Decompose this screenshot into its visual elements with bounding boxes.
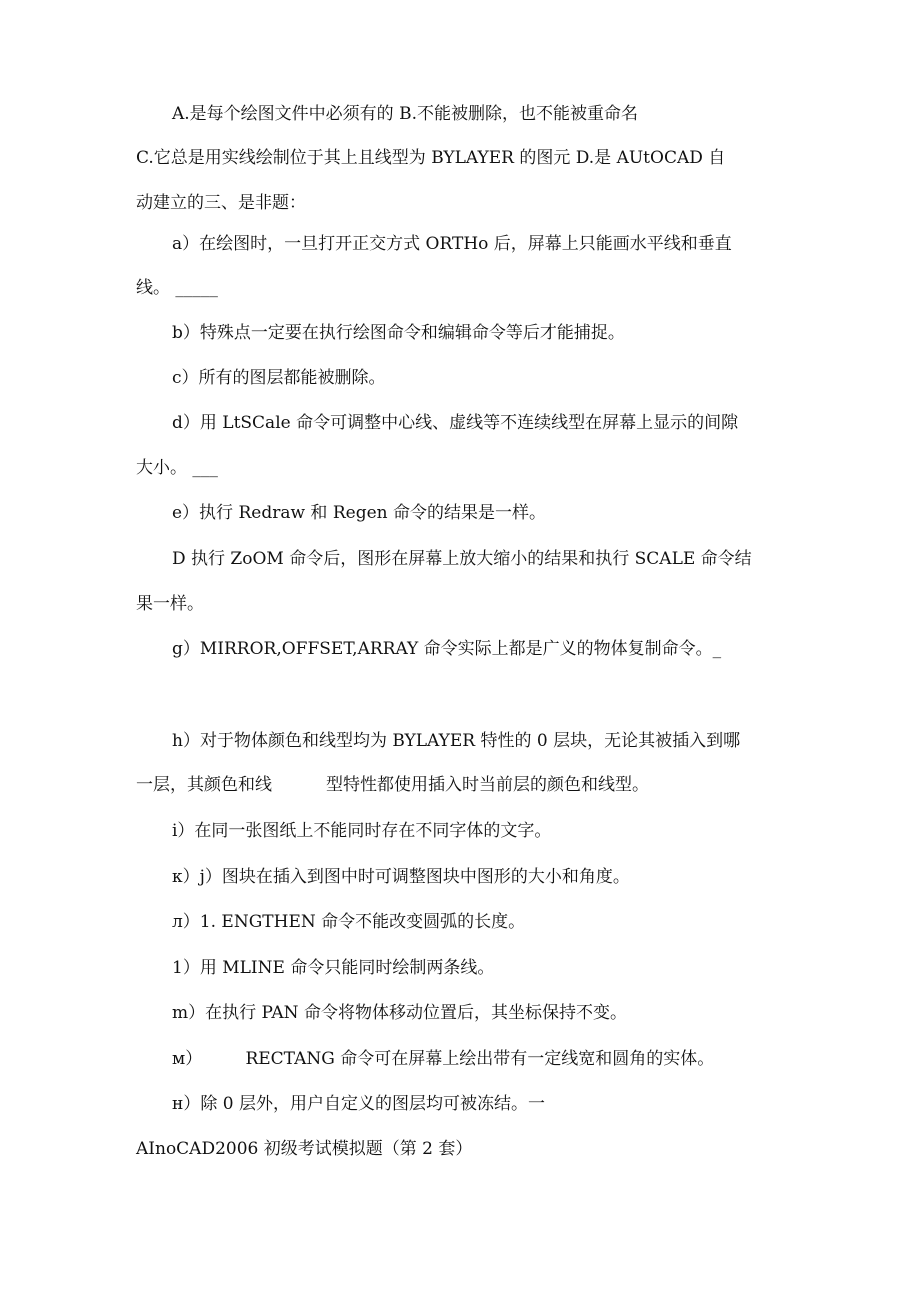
text-line-9: 大小。 ___ [136,458,218,478]
text-line-17: к）j）图块在插入到图中时可调整图块中图形的大小和角度。 [172,867,630,887]
section-title: AInoCAD2006 初级考试模拟题（第 2 套） [136,1139,473,1159]
text-line-1: A.是每个绘图文件中必须有的 B.不能被删除，也不能被重命名 [172,104,638,124]
text-line-22: н）除 0 层外，用户自定义的图层均可被冻结。一 [172,1094,545,1114]
text-line-16: i）在同一张图纸上不能同时存在不同字体的文字。 [172,821,552,841]
text-line-3: 动建立的三、是非题： [136,193,306,213]
text-line-19: 1）用 MLINE 命令只能同时绘制两条线。 [172,958,495,978]
text-line-20: m）在执行 PAN 命令将物体移动位置后，其坐标保持不变。 [172,1003,627,1023]
text-line-18: л）1. ENGTHEN 命令不能改变圆弧的长度。 [172,912,526,932]
text-line-12: 果一样。 [136,594,204,614]
text-line-21: м） RECTANG 命令可在屏幕上绘出带有一定线宽和圆角的实体。 [172,1049,715,1069]
text-line-4: a）在绘图时，一旦打开正交方式 ORTHo 后，屏幕上只能画水平线和垂直 [172,234,732,254]
text-line-7: c）所有的图层都能被删除。 [172,368,386,388]
text-line-11: D 执行 ZoOM 命令后，图形在屏幕上放大缩小的结果和执行 SCALE 命令结 [172,549,752,569]
text-line-14: h）对于物体颜色和线型均为 BYLAYER 特性的 0 层块，无论其被插入到哪 [172,731,741,751]
text-line-6: b）特殊点一定要在执行绘图命令和编辑命令等后才能捕捉。 [172,323,625,343]
text-line-2: C.它总是用实线绘制位于其上且线型为 BYLAYER 的图元 D.是 AUtOCAD 自 [136,148,726,168]
text-line-13: g）MIRROR,OFFSET,ARRAY 命令实际上都是广义的物体复制命令。_ [172,639,722,659]
text-line-5: 线。 _____ [136,278,218,298]
text-line-8: d）用 LtSCale 命令可调整中心线、虚线等不连续线型在屏幕上显示的间隙 [172,413,739,433]
text-line-15: 一层，其颜色和线 型特性都使用插入时当前层的颜色和线型。 [136,775,650,795]
text-line-10: e）执行 Redraw 和 Regen 命令的结果是一样。 [172,503,546,523]
